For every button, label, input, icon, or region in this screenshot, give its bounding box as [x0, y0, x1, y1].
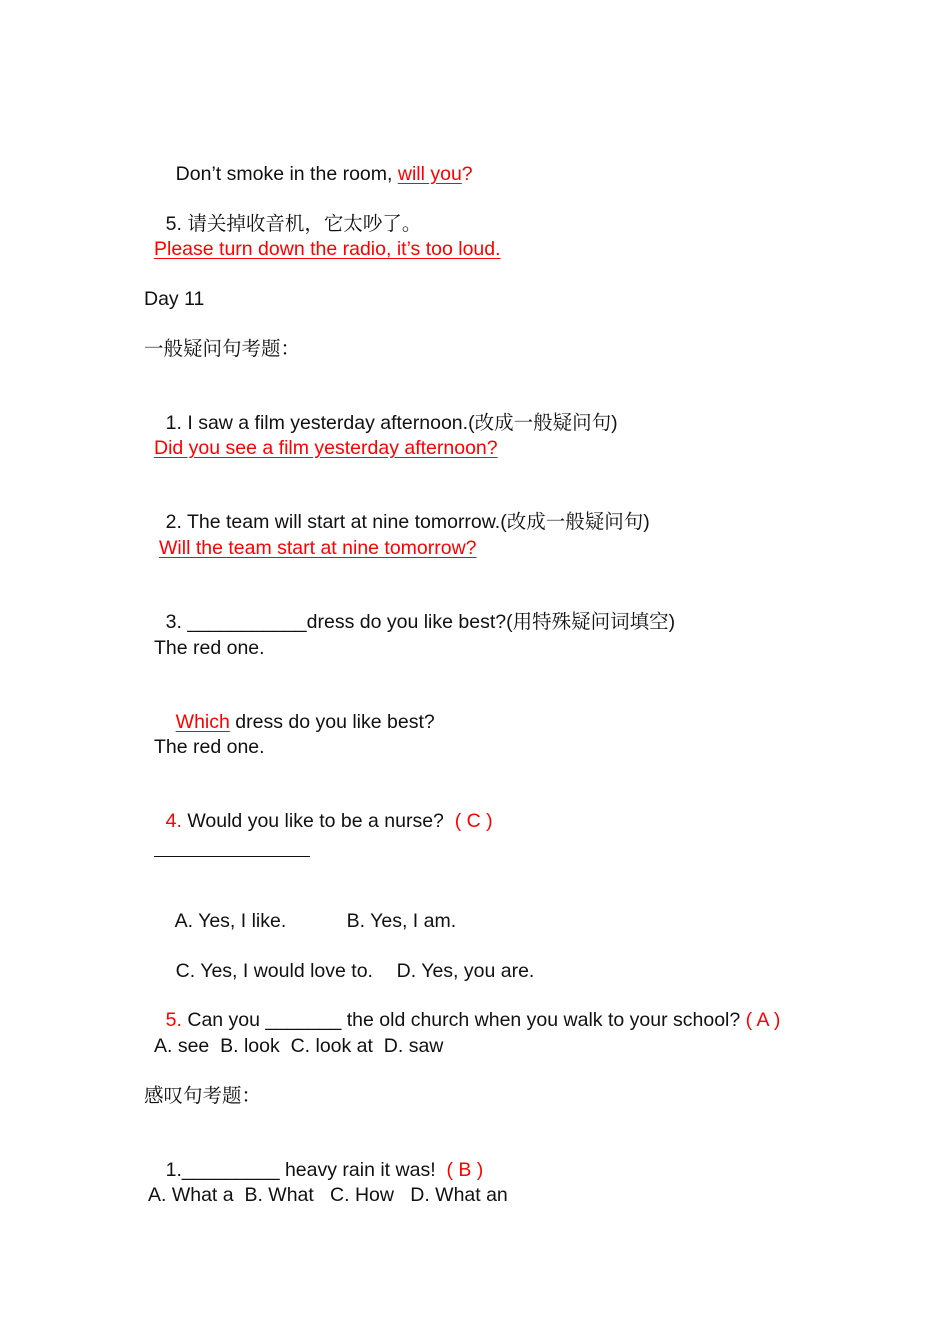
question-3: 3. ___________dress do you like best?(用特殊疑问词填空) [165, 610, 676, 633]
day-heading: Day 11 [144, 288, 205, 310]
options-exclamatory-1: A. What a B. What C. How D. What an [148, 1184, 508, 1206]
question-4: 4. Would you like to be a nurse? ( C ) [165, 810, 493, 832]
response-red-one: The red one. [154, 637, 265, 659]
options-4-d: D. Yes, you are. [396, 960, 535, 982]
sentence-dont-smoke: Don’t smoke in the room, will you? [175, 163, 473, 185]
options-4-c: C. Yes, I would love to. [175, 960, 373, 982]
options-5: A. see B. look C. look at D. saw [154, 1035, 444, 1057]
answer-blank-line [154, 856, 310, 857]
section-exclamatory: 感叹句考题： [144, 1084, 262, 1107]
answer-tag-question: will you [397, 163, 462, 185]
options-4-ab: A. Yes, I like. [174, 910, 287, 932]
answer-1: Did you see a film yesterday afternoon? [154, 437, 498, 459]
section-yes-no-questions: 一般疑问句考题： [144, 337, 301, 360]
question-1: 1. I saw a film yesterday afternoon.(改成一般疑问句) [165, 411, 618, 434]
answer-3: Which dress do you like best? [175, 711, 435, 733]
options-4-b: B. Yes, I am. [346, 910, 457, 932]
response-red-one-2: The red one. [154, 736, 265, 758]
answer-2: Will the team start at nine tomorrow? [159, 537, 477, 559]
answer-radio: Please turn down the radio, it’s too loud. [154, 238, 501, 260]
question-2: 2. The team will start at nine tomorrow.(改成一般疑问句) [165, 510, 650, 533]
question-5-translate: 5. 请关掉收音机，它太吵了。 [165, 212, 422, 235]
question-exclamatory-1: 1._________ heavy rain it was! ( B ) [165, 1159, 484, 1181]
question-5: 5. Can you _______ the old church when you walk to your school? ( A ) [165, 1009, 781, 1031]
